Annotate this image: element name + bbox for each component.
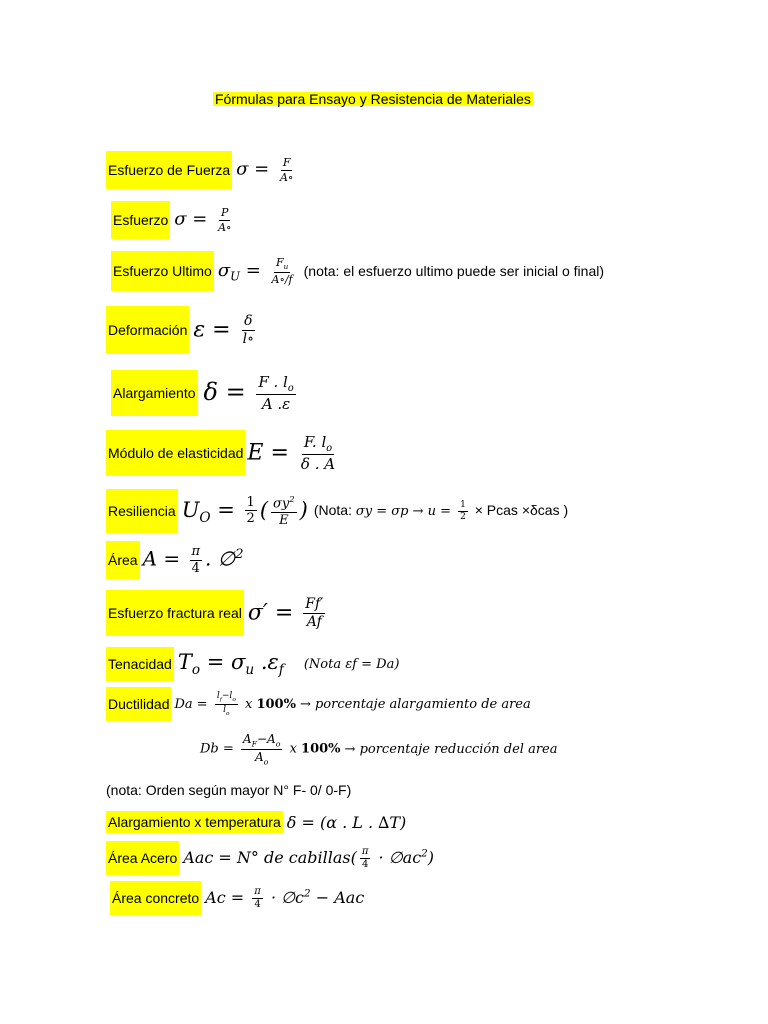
- equation-area-concreto: Ac = $\frac{\pi}{4}$ · $\emptyset c^2$ − Aac: [205, 885, 365, 910]
- equation-area-acero: Aac = N° de cabillas( $\frac{\pi}{4}$ · $\emptyset ac^2$): [183, 845, 435, 870]
- equation-db: Db = $\frac{A_F-A_o}{A_o}$ x 100%: [200, 731, 341, 766]
- equation-esfuerzo-fuerza: σ = $\frac{F}{A\circ}$: [236, 156, 294, 184]
- label-resiliencia: Resiliencia: [106, 489, 178, 533]
- equation-resiliencia: $U_O$ = $\frac{1}{2}$ ( $\frac{\sigma y^2}{E}$ ): [181, 493, 308, 528]
- formula-tenacidad: [106, 646, 399, 682]
- equation-tenacidad: $T_o = \sigma_u$ $.\varepsilon_f$: [177, 649, 284, 679]
- formula-ductilidad-da: [106, 686, 531, 722]
- formula-esfuerzo-ultimo: [111, 250, 604, 292]
- equation-alargamiento-temperatura: δ = (α . L . ∆T): [286, 812, 407, 832]
- equation-area: A = $\frac{\pi}{4}$ . ∅$^2$: [142, 543, 244, 576]
- equation-alargamiento: δ = $\frac{F . l_o}{A .\varepsilon}$: [203, 372, 294, 414]
- label-area-concreto: Área concreto: [110, 881, 201, 915]
- equation-da: Da = $\frac{l_f-l_o}{l_o}$ x 100%: [174, 690, 296, 717]
- label-area-acero: Área Acero: [106, 841, 179, 875]
- formula-deformacion: [106, 306, 259, 354]
- formula-alargamiento: [111, 370, 299, 416]
- formula-alargamiento-temperatura: [106, 810, 406, 834]
- formula-esfuerzo-fractura: [106, 590, 328, 636]
- label-esfuerzo-fuerza: Esfuerzo de Fuerza: [106, 151, 232, 189]
- label-esfuerzo: Esfuerzo: [111, 201, 170, 239]
- note-resiliencia: (Nota: σy = σp → u = $\frac{1}{2}$ × Pcas ×δcas ): [313, 499, 569, 522]
- formula-area-acero: [106, 840, 434, 876]
- label-deformacion: Deformación: [106, 306, 189, 354]
- formula-modulo-elasticidad: [106, 430, 340, 476]
- label-modulo-elasticidad: Módulo de elasticidad: [106, 430, 245, 476]
- equation-modulo-elasticidad: E = $\frac{F. l_o}{\delta . A}$: [247, 432, 336, 474]
- desc-db: → porcentaje reducción del area: [344, 741, 558, 757]
- equation-esfuerzo-ultimo: $\sigma_U$ = $\frac{F_u}{A\circ/f}$: [217, 256, 293, 286]
- note-esfuerzo-ultimo: (nota: el esfuerzo ultimo puede ser inicial o final): [303, 263, 605, 279]
- note-orden: [106, 780, 351, 800]
- formula-area: [106, 540, 243, 580]
- desc-da: → porcentaje alargamiento de area: [299, 696, 531, 712]
- formula-ductilidad-db: [200, 728, 557, 770]
- label-esfuerzo-fractura: Esfuerzo fractura real: [106, 590, 244, 636]
- label-esfuerzo-ultimo: Esfuerzo Ultimo: [111, 251, 214, 291]
- label-alargamiento-temperatura: Alargamiento x temperatura: [106, 811, 283, 833]
- label-area: Área: [106, 541, 140, 579]
- label-alargamiento: Alargamiento: [111, 370, 198, 416]
- label-ductilidad: Ductilidad: [106, 687, 171, 721]
- label-tenacidad: Tenacidad: [106, 647, 174, 681]
- formula-esfuerzo: [111, 200, 236, 240]
- equation-deformacion: ε = $\frac{\delta}{l\circ}$: [193, 312, 254, 347]
- page-title: Fórmulas para Ensayo y Resistencia de Materiales: [215, 91, 531, 107]
- formula-area-concreto: [110, 880, 364, 916]
- formula-esfuerzo-fuerza: [106, 150, 298, 190]
- equation-esfuerzo-fractura: σ′ = $\frac{Ff'}{Af}$: [247, 595, 324, 630]
- formula-resiliencia: [106, 489, 568, 533]
- text-orden: (nota: Orden según mayor N° F- 0/ 0-F): [106, 782, 352, 798]
- equation-esfuerzo: σ = $\frac{P}{A\circ}$: [174, 206, 232, 234]
- note-tenacidad: (Nota εf = Da): [303, 656, 400, 672]
